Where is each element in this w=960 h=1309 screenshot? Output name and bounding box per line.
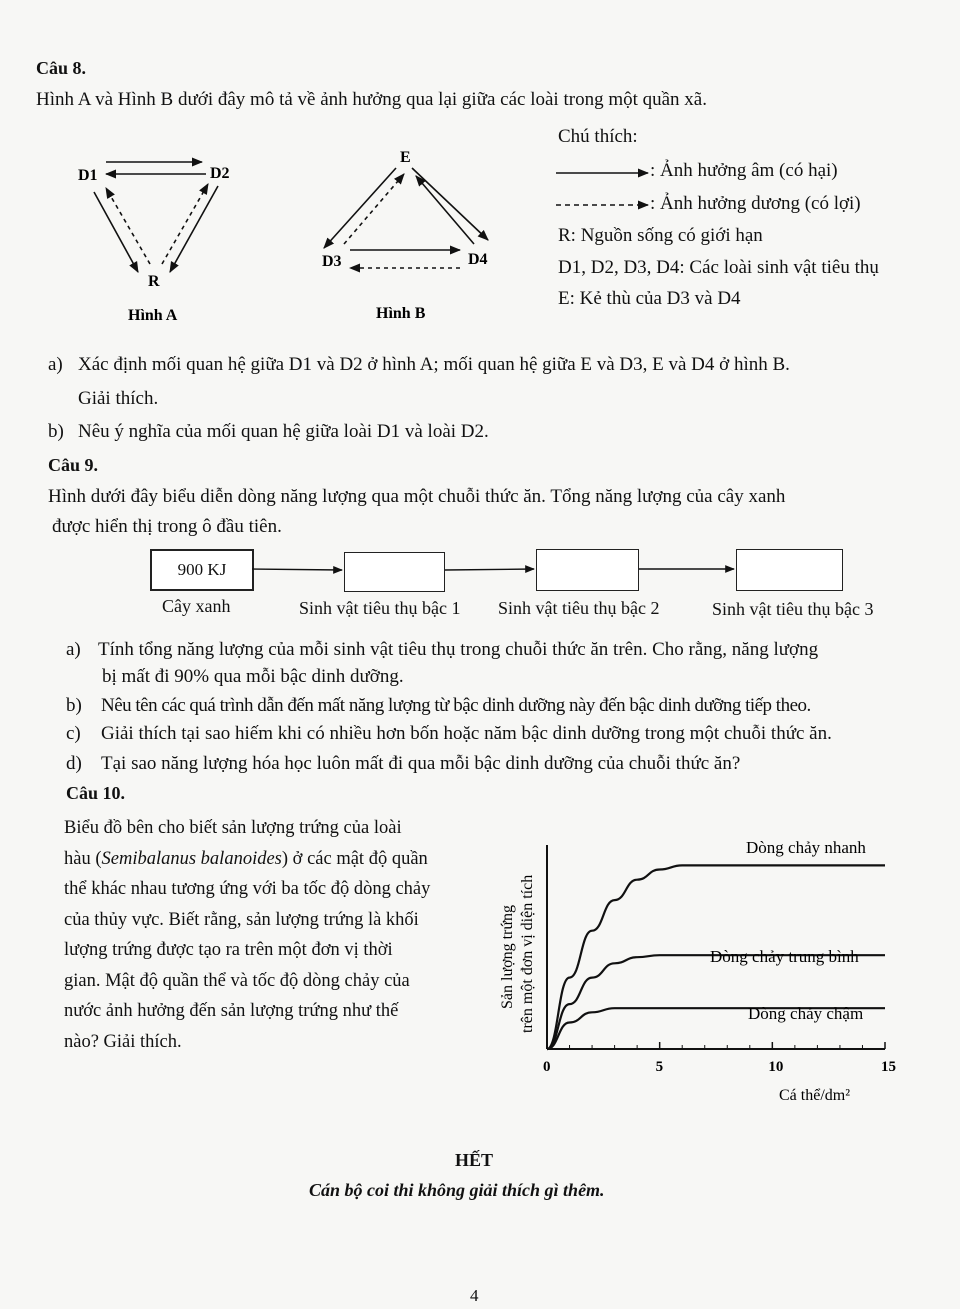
q10-title: Câu 10. — [66, 783, 126, 803]
q10-line-1: Biểu đồ bên cho biết sản lượng trứng của loài — [64, 818, 402, 838]
q8-b-text: Nêu ý nghĩa của mối quan hệ giữa loài D1 và loài D2. — [78, 421, 489, 442]
food-chain-arrows — [250, 560, 850, 580]
arrow-d3-e — [344, 174, 404, 244]
fig-a-d1: D1 — [78, 167, 98, 184]
q9-c-label: c) — [66, 723, 81, 744]
q8-title: Câu 8. — [36, 58, 87, 78]
fig-b-d3: D3 — [322, 253, 342, 270]
legend-pos: : Ảnh hưởng dương (có lợi) — [650, 193, 861, 214]
end-mark: HẾT — [455, 1150, 494, 1170]
figure-a — [70, 140, 250, 330]
q9-intro2: được hiển thị trong ô đầu tiên. — [52, 516, 282, 537]
q10-line-5: lượng trứng được tạo ra trên một đơn vị thời — [64, 940, 393, 960]
series-label-medium: Dòng chảy trung bình — [710, 947, 859, 966]
fig-b-d4: D4 — [468, 251, 488, 268]
footer-note: Cán bộ coi thi không giải thích gì thêm. — [309, 1180, 605, 1200]
figure-b — [310, 140, 510, 330]
q9-intro1: Hình dưới đây biểu diễn dòng năng lượng qua một chuỗi thức ăn. Tổng năng lượng của cây xanh — [48, 486, 786, 507]
egg-yield-chart — [490, 825, 910, 1110]
arrow-e-d4 — [412, 168, 488, 240]
food-chain-label-1: Cây xanh — [162, 596, 231, 616]
q8-b-label: b) — [48, 421, 64, 442]
legend-dashed-arrow — [556, 198, 652, 212]
fig-b-e: E — [400, 149, 411, 166]
q9-b-label: b) — [66, 695, 82, 716]
legend-r: R: Nguồn sống có giới hạn — [558, 225, 763, 246]
fig-a-caption: Hình A — [128, 307, 178, 324]
y-label-1: Sản lượng trứng — [499, 904, 516, 1009]
arrow-d2-r — [170, 186, 218, 272]
arrow-r-d2 — [162, 184, 208, 264]
q10-line-7: nước ảnh hưởng đến sản lượng trứng như thế — [64, 1001, 399, 1021]
legend-solid-arrow — [556, 166, 652, 180]
page-number: 4 — [470, 1286, 479, 1305]
q9-d-text: Tại sao năng lượng hóa học luôn mất đi qua mỗi bậc dinh dưỡng của chuỗi thức ăn? — [101, 753, 741, 774]
q10-line-2-post: ) ở các mật độ quần — [281, 848, 428, 869]
q9-a-label: a) — [66, 639, 81, 660]
x-tick-label: 10 — [768, 1059, 784, 1075]
q9-title: Câu 9. — [48, 455, 99, 475]
q9-d-label: d) — [66, 753, 82, 774]
q9-b-text: Nêu tên các quá trình dẫn đến mất năng lượng từ bậc dinh dưỡng này đến bậc dinh dưỡng tiếp theo. — [101, 695, 811, 716]
legend-e: E: Kẻ thù của D3 và D4 — [558, 288, 741, 309]
q9-a-text2: bị mất đi 90% qua mỗi bậc dinh dưỡng. — [102, 666, 404, 687]
food-chain-label-2: Sinh vật tiêu thụ bậc 1 — [299, 598, 461, 618]
series-line-medium — [547, 955, 885, 1049]
fig-a-r: R — [148, 273, 160, 290]
q8-a-text: Xác định mối quan hệ giữa D1 và D2 ở hình A; mối quan hệ giữa E và D3, E và D4 ở hình B. — [78, 354, 790, 375]
legend-title: Chú thích: — [558, 126, 638, 147]
food-chain-label-4: Sinh vật tiêu thụ bậc 3 — [712, 599, 874, 619]
q9-c-text: Giải thích tại sao hiếm khi có nhiều hơn bốn hoặc năm bậc dinh dưỡng trong một chuỗi thức ăn. — [101, 723, 832, 744]
legend-d: D1, D2, D3, D4: Các loài sinh vật tiêu thụ — [558, 257, 879, 278]
q10-line-2 — [64, 844, 484, 875]
q10-line-4: của thủy vực. Biết rằng, sản lượng trứng là khối — [64, 909, 419, 930]
x-tick-label: 5 — [655, 1059, 664, 1075]
q9-a-text: Tính tổng năng lượng của mỗi sinh vật tiêu thụ trong chuỗi thức ăn trên. Cho rằng, năng lượng — [98, 639, 819, 660]
q10-species: Semibalanus balanoides — [101, 848, 282, 869]
q10-paragraph — [64, 813, 484, 1057]
x-tick-label: 0 — [543, 1059, 551, 1075]
q10-line-2-pre: hàu ( — [64, 848, 102, 869]
arrow-d1-r — [94, 192, 138, 272]
q10-line-6: gian. Mật độ quần thể và tốc độ dòng chảy của — [64, 970, 410, 991]
fig-b-caption: Hình B — [376, 305, 426, 322]
q8-a-text2: Giải thích. — [78, 388, 159, 409]
series-label-slow: Dòng chảy chậm — [748, 1004, 864, 1023]
q8-a-label: a) — [48, 354, 63, 375]
x-tick-label: 15 — [881, 1059, 896, 1075]
q8-intro: Hình A và Hình B dưới đây mô tả về ảnh hưởng qua lại giữa các loài trong một quần xã. — [36, 89, 707, 110]
q10-line-8: nào? Giải thích. — [64, 1031, 182, 1052]
q10-line-3: thể khác nhau tương ứng với ba tốc độ dòng chảy — [64, 879, 431, 899]
arrow-e-d3 — [324, 168, 396, 248]
food-chain-label-3: Sinh vật tiêu thụ bậc 2 — [498, 598, 660, 618]
food-chain-box-1-value: 900 KJ — [177, 560, 227, 579]
fig-a-d2: D2 — [210, 165, 230, 182]
arrow-d4-e — [416, 176, 474, 244]
food-chain-box-1 — [150, 549, 254, 591]
legend-neg: : Ảnh hưởng âm (có hại) — [650, 160, 838, 181]
y-label-2: trên một đơn vị diện tích — [519, 874, 536, 1033]
series-label-fast: Dòng chảy nhanh — [746, 838, 866, 857]
x-label: Cá thể/dm² — [779, 1087, 851, 1104]
